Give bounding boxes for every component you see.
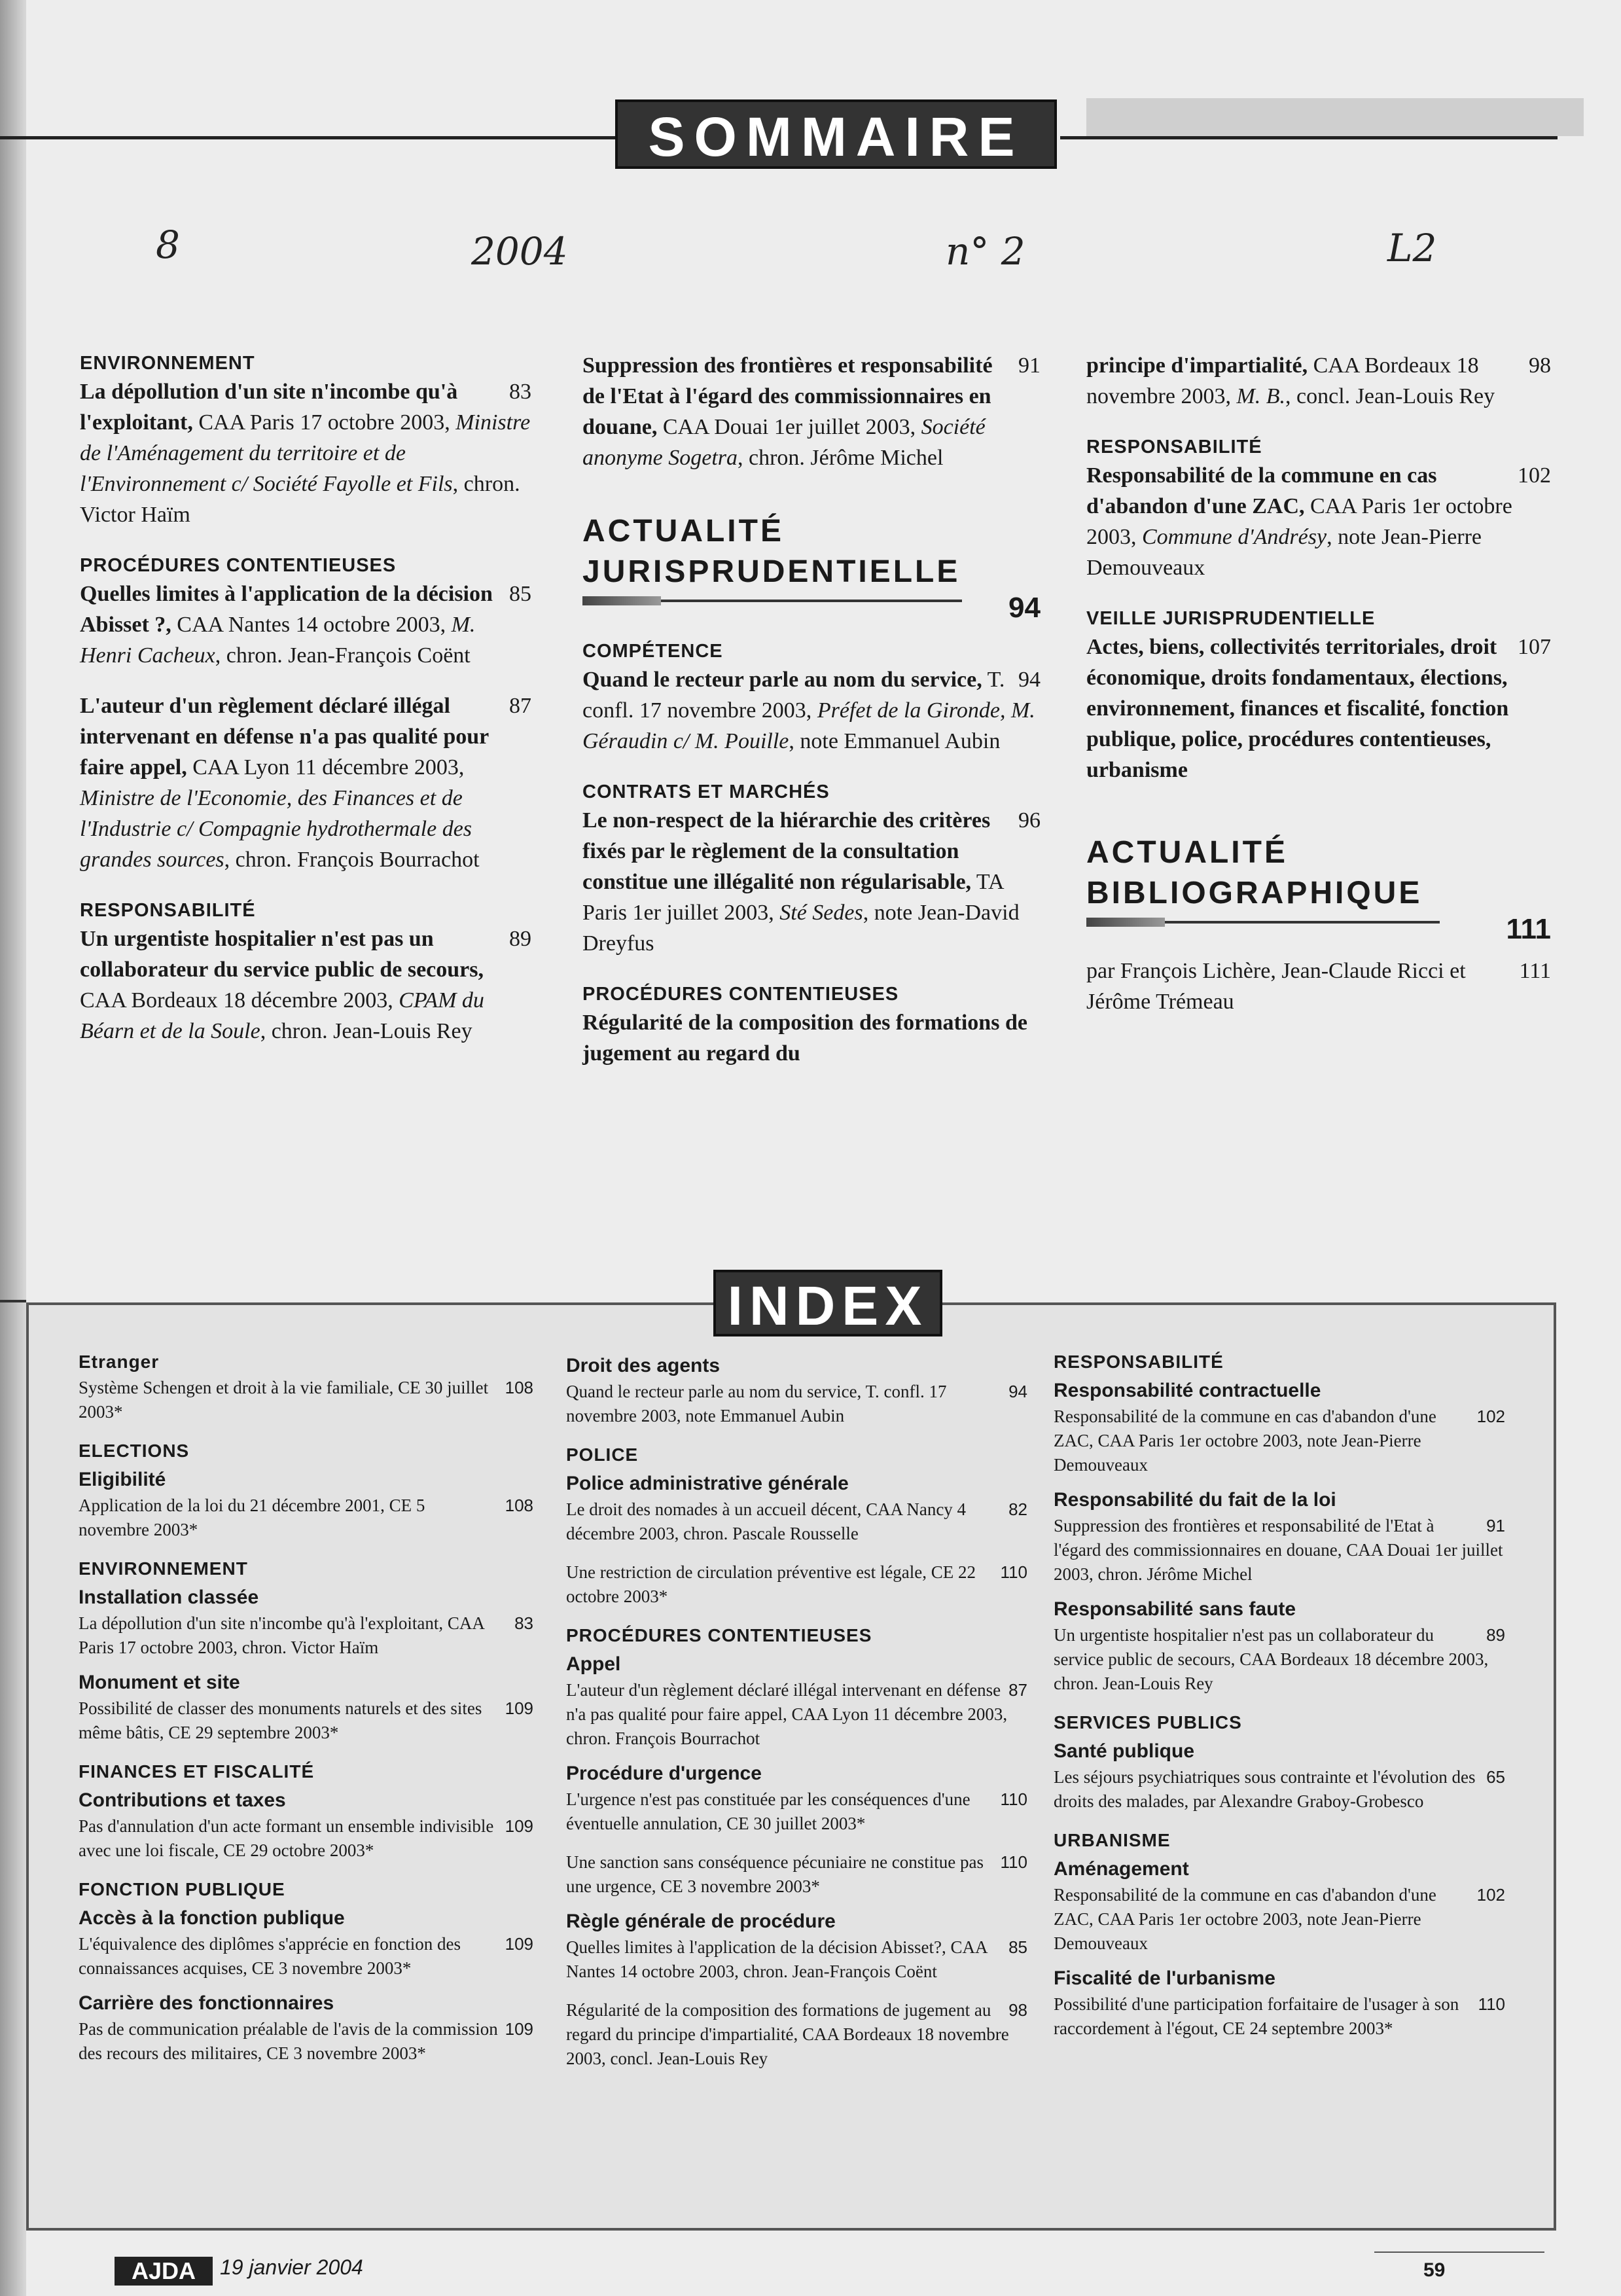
rubric-heading: VEILLE JURISPRUDENTIELLE xyxy=(1086,608,1376,629)
header-rule-right xyxy=(1060,136,1558,139)
entry-title: Régularité de la composition des formations de jugement au regard du xyxy=(582,1011,1027,1066)
page-number: 89 xyxy=(509,927,531,951)
index-entry xyxy=(79,1494,533,1542)
sommaire-entry xyxy=(80,376,531,530)
entry-text: par François Lichère, Jean-Claude Ricci et Jérôme Trémeau xyxy=(1086,959,1466,1014)
section-bar xyxy=(582,596,1041,605)
page-number: 94 xyxy=(1018,668,1041,692)
entry-text: Pas d'annulation d'un acte formant un ensemble indivisible avec une loi fiscale, CE 29 octobre 2003* xyxy=(79,1816,494,1860)
entry-title: Responsabilité de la commune en cas d'abandon d'une ZAC, xyxy=(1086,463,1437,518)
index-subheading: Responsabilité contractuelle xyxy=(1054,1380,1321,1401)
entry-reference: CAA Bordeaux 18 novembre 2003, xyxy=(1086,353,1479,408)
handwritten-year: 2004 xyxy=(471,229,568,274)
sommaire-column-1 xyxy=(80,350,531,1047)
page-number: 98 xyxy=(1008,2000,1027,2020)
footer-rule xyxy=(1374,2251,1544,2253)
entry-author: , note Jean-David Dreyfus xyxy=(582,901,1020,956)
index-rubric: FONCTION PUBLIQUE xyxy=(79,1879,285,1899)
page-number: 89 xyxy=(1486,1625,1505,1645)
page-number: 108 xyxy=(505,1378,533,1397)
index-entry xyxy=(566,1498,1027,1546)
entry-reference: CAA Paris 1er octobre 2003, xyxy=(1086,494,1512,549)
sommaire-entry xyxy=(80,924,531,1047)
entry-title: L'auteur d'un règlement déclaré illégal intervenant en défense n'a pas qualité pour faire appel, xyxy=(80,694,489,780)
entry-title: Suppression des frontières et responsabilité de l'Etat à l'égard des commissionnaires en douane, xyxy=(582,353,993,439)
sommaire-entry xyxy=(582,350,1041,473)
journal-logo: AJDA xyxy=(115,2257,213,2286)
section-bar xyxy=(1086,918,1551,927)
entry-author: , chron. Jean-François Coënt xyxy=(215,643,471,668)
page-number: 111 xyxy=(1519,959,1551,983)
index-entry xyxy=(566,1935,1027,1984)
page-number: 83 xyxy=(509,380,531,404)
entry-reference: CAA Nantes 14 octobre 2003, xyxy=(171,613,452,637)
index-entry xyxy=(79,1376,533,1424)
index-subheading: Monument et site xyxy=(79,1672,240,1693)
sommaire-entry xyxy=(1086,350,1551,412)
page-number: 94 xyxy=(1008,1382,1027,1401)
index-entry xyxy=(1054,1765,1505,1814)
page-number: 107 xyxy=(1518,635,1551,659)
entry-reference: TA Paris 1er juillet 2003, xyxy=(582,870,1003,925)
index-rubric: FINANCES ET FISCALITÉ xyxy=(79,1761,315,1782)
index-entry xyxy=(1054,1883,1505,1956)
issue-date: 19 janvier 2004 xyxy=(220,2255,363,2279)
rubric-heading: COMPÉTENCE xyxy=(582,641,723,662)
index-entry xyxy=(79,1611,533,1660)
entry-author: , concl. Jean-Louis Rey xyxy=(1285,384,1495,408)
index-rubric: RESPONSABILITÉ xyxy=(1054,1352,1224,1372)
index-entry xyxy=(1054,1514,1505,1587)
entry-text: Régularité de la composition des formations de jugement au regard du principe d'impartialité, CAA Bordeaux 18 novembre 2003, concl. Jean-Louis Rey xyxy=(566,2000,1009,2068)
index-subheading: Contributions et taxes xyxy=(79,1789,286,1811)
index-rubric: ENVIRONNEMENT xyxy=(79,1558,248,1579)
sommaire-entry xyxy=(80,579,531,671)
index-subheading: Procédure d'urgence xyxy=(566,1763,762,1784)
index-rubric: Etranger xyxy=(79,1352,160,1372)
index-subheading: Santé publique xyxy=(1054,1740,1195,1762)
index-entry xyxy=(1054,1992,1505,2041)
page-number: 65 xyxy=(1486,1767,1505,1787)
page-number: 102 xyxy=(1476,1407,1505,1426)
entry-author: , note Jean-Pierre Demouveaux xyxy=(1086,525,1482,580)
section-page-number: 94 xyxy=(1008,592,1041,624)
page-number: 110 xyxy=(1000,1789,1027,1809)
entry-title: La dépollution d'un site n'incombe qu'à l'exploitant, xyxy=(80,380,458,435)
page-number: 109 xyxy=(505,2019,533,2039)
index-subheading: Règle générale de procédure xyxy=(566,1910,836,1932)
page-number: 98 xyxy=(1529,353,1551,378)
bibliographie-entry xyxy=(1086,956,1551,1017)
page-number: 110 xyxy=(1000,1562,1027,1582)
section-title-line2: BIBLIOGRAPHIQUE xyxy=(1086,876,1423,910)
entry-text: Responsabilité de la commune en cas d'abandon d'une ZAC, CAA Paris 1er octobre 2003, note Jean-Pierre Demouveaux xyxy=(1054,1407,1436,1475)
index-entry xyxy=(566,1560,1027,1609)
rubric-heading: PROCÉDURES CONTENTIEUSES xyxy=(80,555,397,576)
index-entry xyxy=(566,1850,1027,1899)
page-number: 82 xyxy=(1008,1499,1027,1519)
index-subheading: Appel xyxy=(566,1653,621,1675)
index-entry xyxy=(1054,1623,1505,1696)
page-number: 85 xyxy=(1008,1937,1027,1957)
page-number: 85 xyxy=(509,582,531,606)
index-subheading: Droit des agents xyxy=(566,1355,721,1376)
entry-reference: CAA Paris 17 octobre 2003, xyxy=(192,410,456,435)
index-column-2 xyxy=(566,1350,1027,2071)
index-entry xyxy=(566,1787,1027,1836)
sommaire-column-2-rubrics xyxy=(582,638,1041,1069)
entry-text: Le droit des nomades à un accueil décent, CAA Nancy 4 décembre 2003, chron. Pascale Rousselle xyxy=(566,1499,967,1543)
rubric-heading: ENVIRONNEMENT xyxy=(80,353,255,374)
entry-title: Quand le recteur parle au nom du service, xyxy=(582,668,982,692)
page-number: 110 xyxy=(1478,1994,1505,2014)
bleed-through-bar xyxy=(1086,98,1584,136)
entry-text: Un urgentiste hospitalier n'est pas un collaborateur du service public de secours, CAA Bordeaux 18 décembre 2003, chron. Jean-Louis Rey xyxy=(1054,1625,1489,1693)
section-title-line1: ACTUALITÉ xyxy=(1086,835,1288,870)
index-subheading: Responsabilité sans faute xyxy=(1054,1598,1296,1620)
index-entry xyxy=(566,1998,1027,2071)
index-title: INDEX xyxy=(713,1270,942,1336)
entry-text: Quand le recteur parle au nom du service, T. confl. 17 novembre 2003, note Emmanuel Aubin xyxy=(566,1382,947,1426)
page-number: 83 xyxy=(514,1613,533,1633)
index-subheading: Eligibilité xyxy=(79,1469,166,1490)
index-rule xyxy=(0,1300,26,1302)
rubric-heading: RESPONSABILITÉ xyxy=(80,900,256,921)
index-entry xyxy=(566,1678,1027,1751)
index-subheading: Responsabilité du fait de la loi xyxy=(1054,1489,1336,1511)
index-subheading: Carrière des fonctionnaires xyxy=(79,1992,334,2014)
section-title-line1: ACTUALITÉ xyxy=(582,514,784,548)
entry-author: , chron. François Bourrachot xyxy=(224,848,480,872)
entry-parties: Ministre de l'Economie, des Finances et de l'Industrie c/ Compagnie hydrothermale des grandes sources xyxy=(80,786,472,872)
rubric-heading: CONTRATS ET MARCHÉS xyxy=(582,781,830,802)
sommaire-column-3-rubrics xyxy=(1086,434,1551,785)
entry-title: Le non-respect de la hiérarchie des critères fixés par le règlement de la consultation constitue une illégalité non régularisable, xyxy=(582,808,991,894)
page-number: 87 xyxy=(509,694,531,718)
entry-parties: M. Henri Cacheux xyxy=(80,613,476,668)
sommaire-continued-entry xyxy=(582,350,1041,473)
index-entry xyxy=(79,1696,533,1745)
entry-author: , note Emmanuel Aubin xyxy=(789,729,1001,753)
entry-text: Une sanction sans conséquence pécuniaire ne constitue pas une urgence, CE 3 novembre 2003* xyxy=(566,1852,984,1896)
page-number: 87 xyxy=(1008,1680,1027,1700)
index-entry xyxy=(566,1380,1027,1428)
index-subheading: Aménagement xyxy=(1054,1858,1189,1880)
entry-text: Pas de communication préalable de l'avis de la commission des recours des militaires, CE 3 novembre 2003* xyxy=(79,2019,498,2063)
page-number: 109 xyxy=(505,1934,533,1954)
entry-parties: Préfet de la Gironde, M. Géraudin c/ M. Pouille xyxy=(582,698,1035,753)
index-entry xyxy=(79,1814,533,1863)
entry-text: Possibilité d'une participation forfaitaire de l'usager à son raccordement à l'égout, CE 24 septembre 2003* xyxy=(1054,1994,1459,2038)
entry-author: , chron. Jean-Louis Rey xyxy=(260,1019,472,1043)
entry-text: Application de la loi du 21 décembre 2001, CE 5 novembre 2003* xyxy=(79,1496,425,1539)
index-entry xyxy=(1054,1405,1505,1477)
page-spine xyxy=(0,0,26,2296)
entry-text: Une restriction de circulation préventive est légale, CE 22 octobre 2003* xyxy=(566,1562,976,1606)
header-rule-left xyxy=(0,136,615,139)
rubric-heading: PROCÉDURES CONTENTIEUSES xyxy=(582,984,899,1005)
page-number: 96 xyxy=(1018,808,1041,833)
sommaire-entry xyxy=(582,1007,1041,1069)
entry-text: La dépollution d'un site n'incombe qu'à l'exploitant, CAA Paris 17 octobre 2003, chron. Victor Haïm xyxy=(79,1613,484,1657)
sommaire-entry xyxy=(582,664,1041,757)
page-number: 91 xyxy=(1018,353,1041,378)
sommaire-entry xyxy=(582,805,1041,959)
entry-title: principe d'impartialité, xyxy=(1086,353,1308,378)
index-entry xyxy=(79,1932,533,1981)
index-rubric: URBANISME xyxy=(1054,1830,1171,1850)
entry-text: Suppression des frontières et responsabilité de l'Etat à l'égard des commissionnaires en douane, CAA Douai 1er juillet 2003, chron. Jérôme Michel xyxy=(1054,1516,1503,1584)
entry-text: Quelles limites à l'application de la décision Abisset?, CAA Nantes 14 octobre 2003, chron. Jean-François Coënt xyxy=(566,1937,987,1981)
page-number: 59 xyxy=(1423,2259,1446,2281)
handwritten-right: L2 xyxy=(1387,226,1437,270)
index-subheading: Accès à la fonction publique xyxy=(79,1907,345,1929)
entry-parties: M. B. xyxy=(1236,384,1286,408)
page-number: 110 xyxy=(1000,1852,1027,1872)
page-number: 102 xyxy=(1518,463,1551,488)
index-column-3 xyxy=(1054,1350,1505,2041)
rubric-heading: RESPONSABILITÉ xyxy=(1086,437,1262,457)
page-number: 108 xyxy=(505,1496,533,1515)
entry-text: L'auteur d'un règlement déclaré illégal intervenant en défense n'a pas qualité pour faire appel, CAA Lyon 11 décembre 2003, chron. François Bourrachot xyxy=(566,1680,1008,1748)
index-subheading: Fiscalité de l'urbanisme xyxy=(1054,1967,1275,1989)
entry-parties: Sté Sedes xyxy=(779,901,863,925)
actualite-jurisprudentielle-heading xyxy=(582,511,1041,624)
entry-text: Possibilité de classer des monuments naturels et des sites même bâtis, CE 29 septembre 2003* xyxy=(79,1698,482,1742)
entry-reference: CAA Douai 1er juillet 2003, xyxy=(657,415,921,439)
entry-title: Un urgentiste hospitalier n'est pas un collaborateur du service public de secours, xyxy=(80,927,484,982)
entry-text: L'équivalence des diplômes s'apprécie en fonction des connaissances acquises, CE 3 novembre 2003* xyxy=(79,1934,461,1978)
entry-title: Actes, biens, collectivités territoriales, droit économique, droits fondamentaux, élections, environnement, finances et fiscalité, fonction publique, police, procédures contentieuses, urbanisme xyxy=(1086,635,1509,782)
entry-author: , chron. Jérôme Michel xyxy=(738,446,944,470)
index-entry xyxy=(79,2017,533,2066)
entry-text: L'urgence n'est pas constituée par les conséquences d'une éventuelle annulation, CE 30 juillet 2003* xyxy=(566,1789,971,1833)
sommaire-continued-entry xyxy=(1086,350,1551,412)
entry-text: Système Schengen et droit à la vie familiale, CE 30 juillet 2003* xyxy=(79,1378,489,1422)
entry-parties: Ministre de l'Aménagement du territoire et de l'Environnement c/ Société Fayolle et Fils xyxy=(80,410,531,496)
page-number: 109 xyxy=(505,1816,533,1836)
entry-parties: Société anonyme Sogetra xyxy=(582,415,986,470)
entry-title: Quelles limites à l'application de la décision Abisset ?, xyxy=(80,582,493,637)
index-subheading: Installation classée xyxy=(79,1587,259,1608)
index-subheading: Police administrative générale xyxy=(566,1473,849,1494)
sommaire-entry xyxy=(1086,632,1551,785)
entry-parties: Commune d'Andrésy xyxy=(1142,525,1327,549)
entry-author: , chron. Victor Haïm xyxy=(80,472,520,527)
entry-parties: CPAM du Béarn et de la Soule xyxy=(80,988,484,1043)
handwritten-number: n° 2 xyxy=(946,229,1025,274)
section-page-number: 111 xyxy=(1506,913,1551,945)
index-rubric: ELECTIONS xyxy=(79,1441,190,1461)
sommaire-column-3 xyxy=(1086,350,1551,1017)
entry-reference: CAA Lyon 11 décembre 2003, xyxy=(187,755,465,780)
sommaire-entry xyxy=(80,691,531,875)
section-title-line2: JURISPRUDENTIELLE xyxy=(582,554,961,589)
actualite-bibliographique-heading xyxy=(1086,833,1551,945)
entry-text: Responsabilité de la commune en cas d'abandon d'une ZAC, CAA Paris 1er octobre 2003, note Jean-Pierre Demouveaux xyxy=(1054,1885,1436,1953)
entry-reference: CAA Bordeaux 18 décembre 2003, xyxy=(80,988,399,1013)
page-number: 91 xyxy=(1486,1516,1505,1535)
page-number: 109 xyxy=(505,1698,533,1718)
entry-reference: T. confl. 17 novembre 2003, xyxy=(582,668,1005,723)
index-rubric: PROCÉDURES CONTENTIEUSES xyxy=(566,1625,872,1645)
sommaire-column-2 xyxy=(582,350,1041,1069)
index-rubric: POLICE xyxy=(566,1444,639,1465)
handwritten-left: 8 xyxy=(156,223,180,267)
sommaire-entry xyxy=(1086,460,1551,583)
sommaire-title: SOMMAIRE xyxy=(615,99,1057,169)
page-number: 102 xyxy=(1476,1885,1505,1905)
index-column-1 xyxy=(79,1350,533,2066)
entry-text: Les séjours psychiatriques sous contrainte et l'évolution des droits des malades, par Alexandre Graboy-Grobesco xyxy=(1054,1767,1476,1811)
index-rubric: SERVICES PUBLICS xyxy=(1054,1712,1242,1732)
